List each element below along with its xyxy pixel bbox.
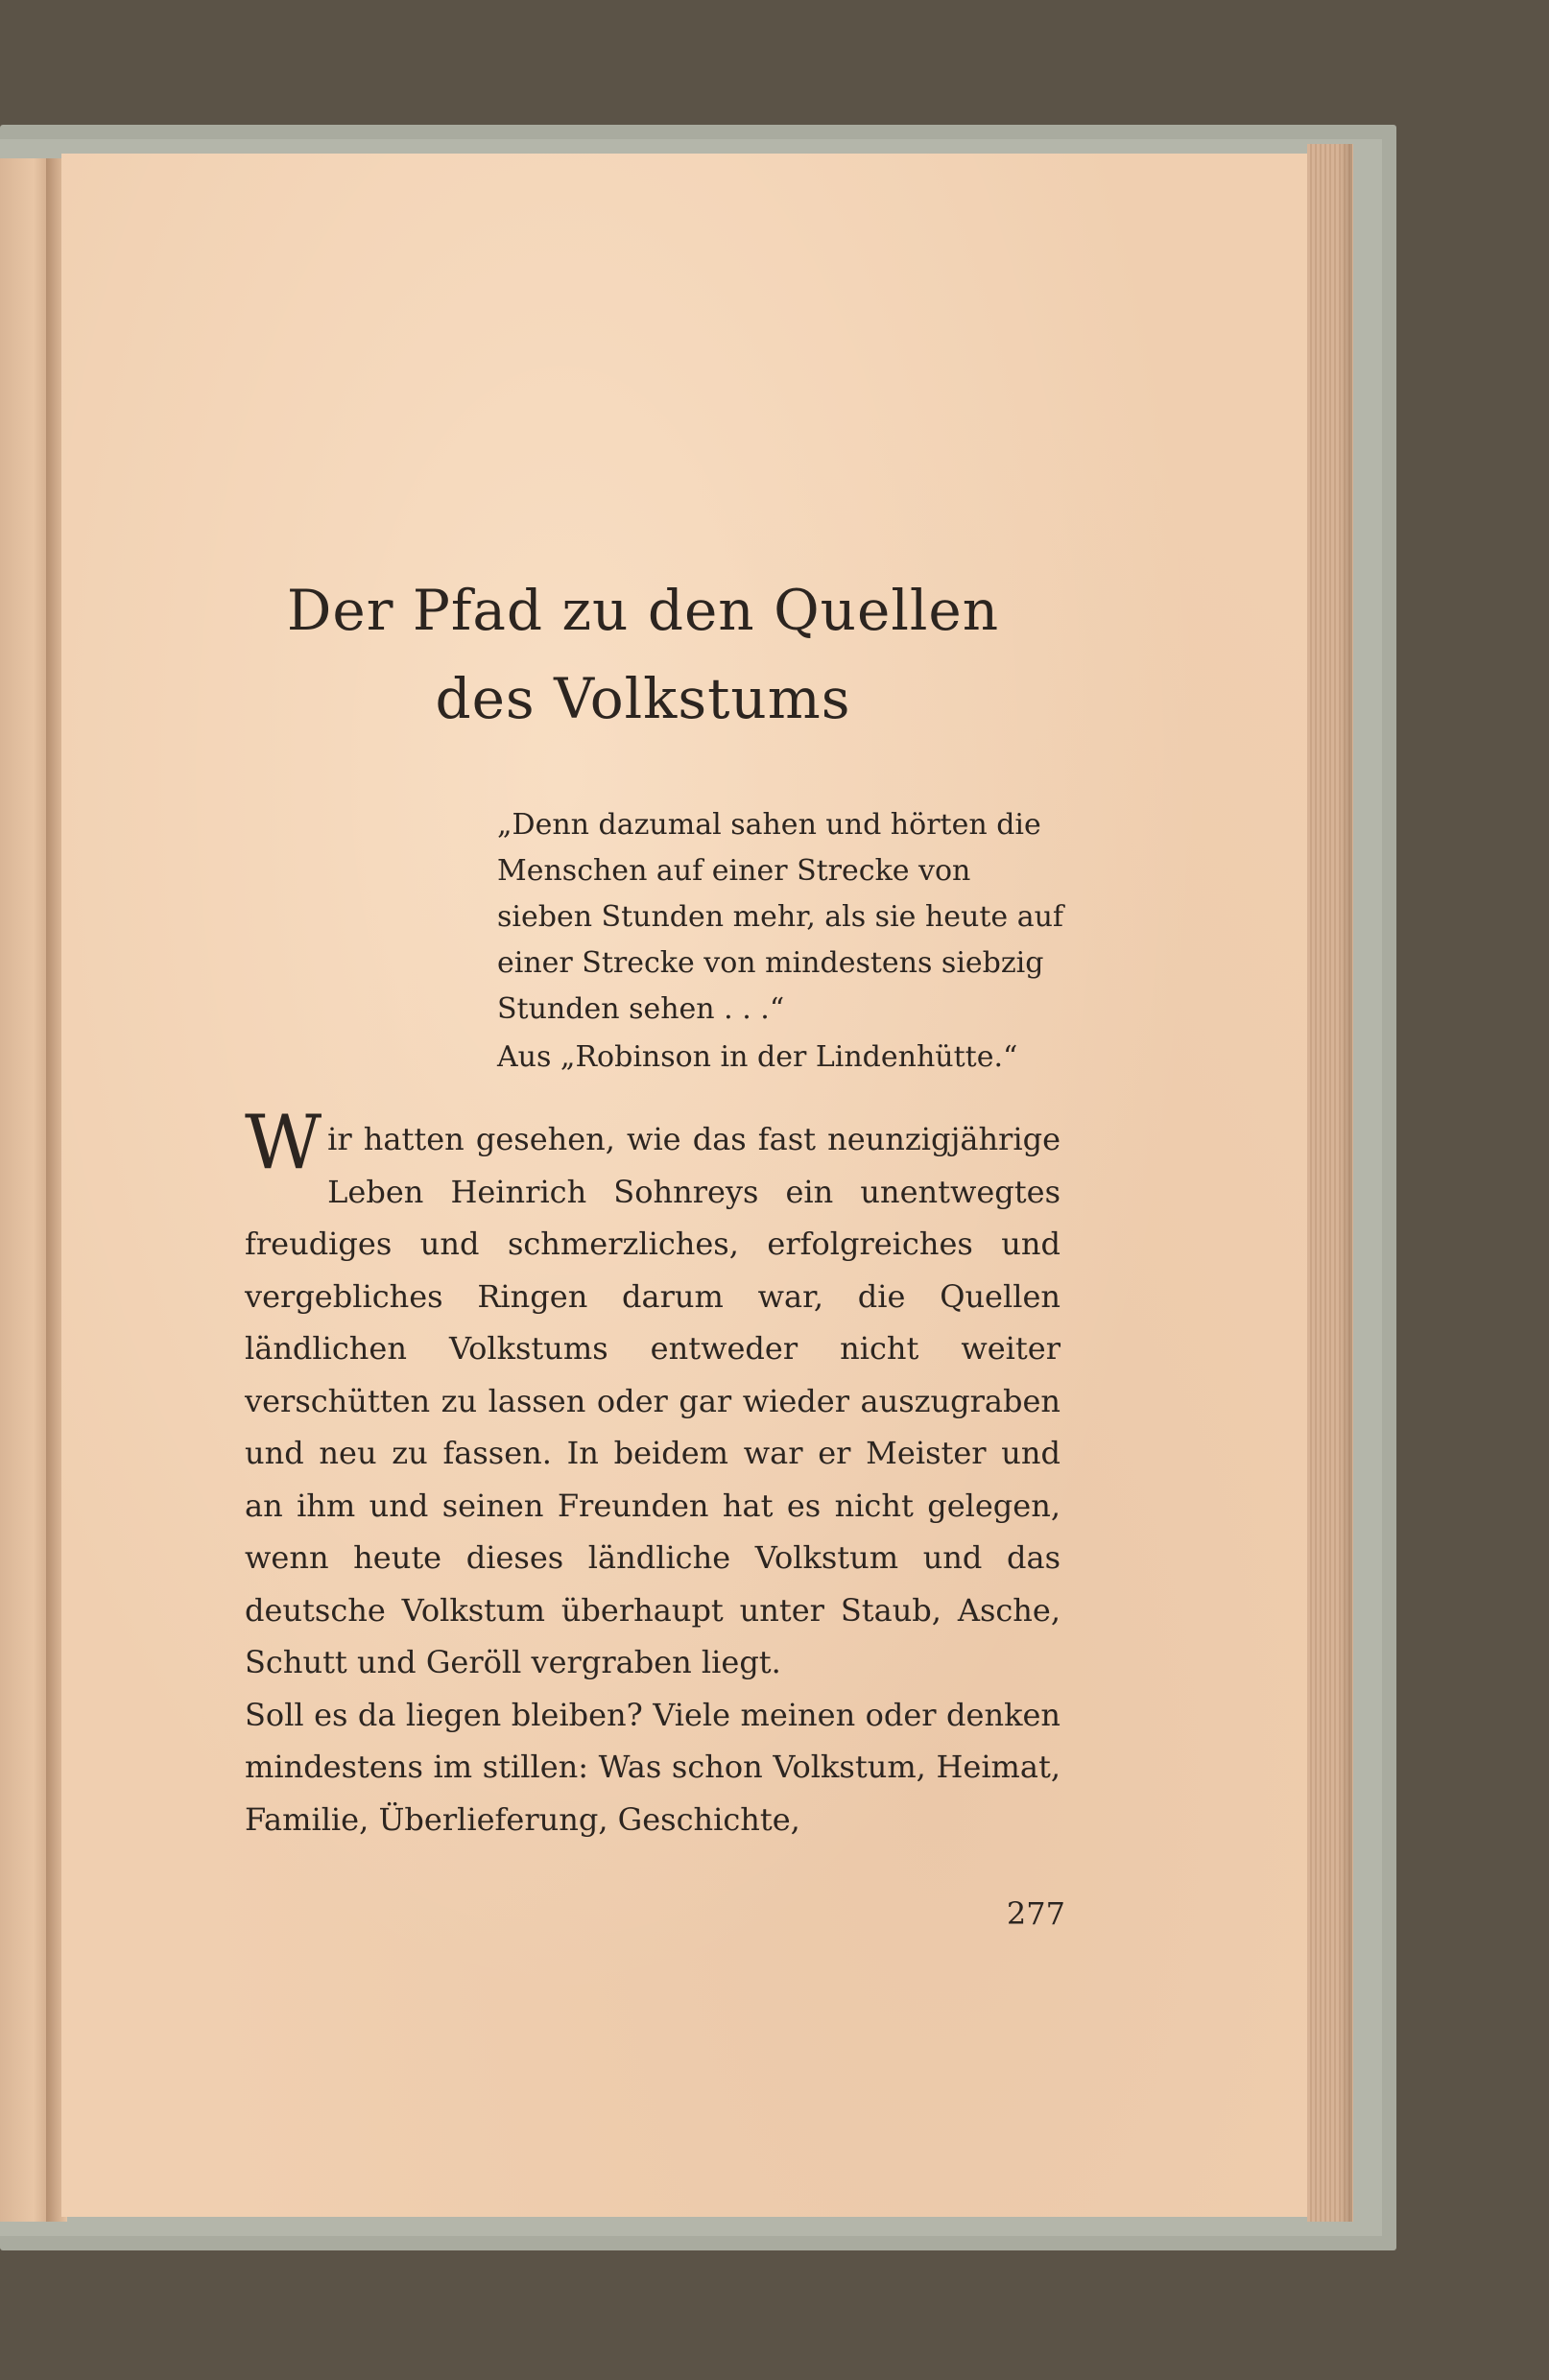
chapter-title-line2: des Volkstums (435, 666, 851, 731)
body-text (245, 1100, 1060, 1845)
paragraph-1 (245, 1100, 1060, 1689)
drop-cap: W (245, 1100, 322, 1186)
paragraph-1-text: ir hatten gesehen, wie das fast neunzigjährige Leben Heinrich Sohnreys ein unentwegtes freudiges und schmerzliches, erfolgreiches und vergebliches Ringen darum war, die Quellen ländlichen Volkstums entweder nicht weiter verschütten zu lassen oder gar wieder auszugraben und neu zu fassen. In beidem war er Meister und an ihm und seinen Freunden hat es nicht gelegen, wenn heute dieses ländliche Volkstum und das deutsche Volkstum überhaupt unter Staub, Asche, Schutt und Geröll vergraben liegt. (245, 1121, 1060, 1680)
chapter-title-line1: Der Pfad zu den Quellen (286, 578, 1000, 643)
epigraph (497, 802, 1063, 1081)
paragraph-2: Soll es da liegen bleiben? Viele meinen oder denken mindestens im stillen: Was schon Volkstum, Heimat, Familie, Überlieferung, Geschichte, (245, 1696, 1060, 1838)
page-block-shadow (1339, 144, 1352, 2222)
chapter-title (230, 566, 1056, 743)
page-number: 277 (1006, 1895, 1065, 1932)
epigraph-quote: „Denn dazumal sahen und hörten die Menschen auf einer Strecke von sieben Stunden mehr, als sie heute auf einer Strecke von mindestens siebzig Stunden sehen . . .“ (497, 808, 1064, 1026)
epigraph-source: Aus „Robinson in der Lindenhütte.“ (497, 1040, 1018, 1074)
